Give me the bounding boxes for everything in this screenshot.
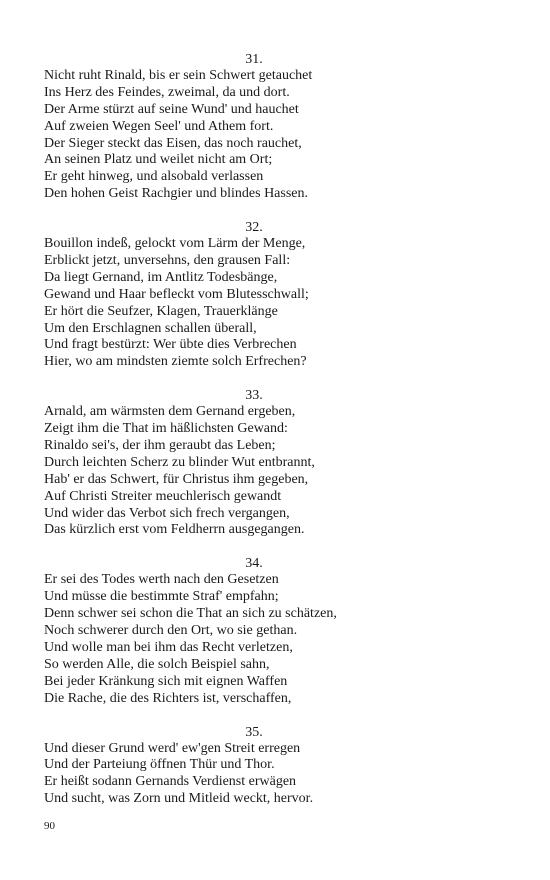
page-number: 90	[44, 820, 55, 832]
stanza-number: 33.	[245, 388, 263, 404]
verse-line: Bei jeder Kränkung sich mit eignen Waffen	[44, 673, 288, 689]
verse-line: Der Arme stürzt auf seine Wund' und hauchet	[44, 101, 299, 117]
verse-line: Gewand und Haar befleckt vom Blutesschwall;	[44, 286, 309, 302]
verse-line: Denn schwer sei schon die That an sich zu schätzen,	[44, 606, 337, 622]
verse-line: Rinaldo sei's, der ihm geraubt das Leben;	[44, 438, 276, 454]
verse-line: Und wider das Verbot sich frech vergangen,	[44, 505, 290, 521]
verse-line: Auf zweien Wegen Seel' und Athem fort.	[44, 118, 274, 134]
verse-line: Er sei des Todes werth nach den Gesetzen	[44, 572, 279, 588]
verse-line: Er hört die Seufzer, Klagen, Trauerklänge	[44, 303, 278, 319]
verse-line: Durch leichten Scherz zu blinder Wut entbrannt,	[44, 454, 315, 470]
verse-line: Und wolle man bei ihm das Recht verletzen,	[44, 639, 293, 655]
stanza-number: 35.	[245, 724, 263, 740]
stanza-number: 34.	[245, 556, 263, 572]
stanza-number: 31.	[245, 52, 263, 67]
stanza-32	[44, 219, 464, 371]
verse-line: Zeigt ihm die That im häßlichsten Gewand:	[44, 421, 288, 437]
verse-line: Auf Christi Streiter meuchlerisch gewandt	[44, 488, 282, 504]
verse-line: Und der Parteiung öffnen Thür und Thor.	[44, 757, 275, 773]
verse-line: Bouillon indeß, gelockt vom Lärm der Menge,	[44, 236, 306, 252]
verse-line: Und müsse die bestimmte Straf' empfahn;	[44, 589, 279, 605]
poem-page	[44, 51, 464, 824]
verse-line: Hab' er das Schwert, für Christus ihm gegeben,	[44, 471, 309, 487]
verse-line: Erblickt jetzt, unversehns, den grausen Fall:	[44, 253, 291, 269]
verse-line: Da liegt Gernand, im Antlitz Todesbänge,	[44, 269, 278, 285]
verse-line: Den hohen Geist Rachgier und blindes Hassen.	[44, 186, 308, 202]
verse-line: Und dieser Grund werd' ew'gen Streit erregen	[44, 740, 301, 756]
verse-line: Und fragt bestürzt: Wer übte dies Verbrechen	[44, 337, 297, 353]
stanza-number: 32.	[245, 220, 263, 236]
verse-line: Arnald, am wärmsten dem Gernand ergeben,	[44, 404, 296, 420]
verse-line: Der Sieger steckt das Eisen, das noch rauchet,	[44, 135, 302, 151]
verse-line: Die Rache, die des Richters ist, verschaffen,	[44, 690, 292, 706]
stanza-34	[44, 555, 464, 707]
verse-line: Und sucht, was Zorn und Mitleid weckt, hervor.	[44, 791, 314, 807]
verse-line: Ins Herz des Feindes, zweimal, da und dort.	[44, 84, 290, 100]
verse-line: Nicht ruht Rinald, bis er sein Schwert getauchet	[44, 68, 313, 83]
verse-line: An seinen Platz und weilet nicht am Ort;	[44, 152, 273, 168]
verse-line: Das kürzlich erst vom Feldherrn ausgegangen.	[44, 522, 305, 538]
verse-line: Hier, wo am mindsten ziemte solch Erfrechen?	[44, 354, 307, 370]
verse-line: Er heißt sodann Gernands Verdienst erwägen	[44, 774, 297, 790]
stanza-31	[44, 51, 464, 203]
verse-line: Um den Erschlagnen schallen überall,	[44, 320, 257, 336]
stanza-33	[44, 387, 464, 539]
stanza-35	[44, 724, 464, 809]
verse-line: Noch schwerer durch den Ort, wo sie gethan.	[44, 623, 298, 639]
verse-line: Er geht hinweg, und alsobald verlassen	[44, 169, 264, 185]
verse-line: So werden Alle, die solch Beispiel sahn,	[44, 656, 270, 672]
